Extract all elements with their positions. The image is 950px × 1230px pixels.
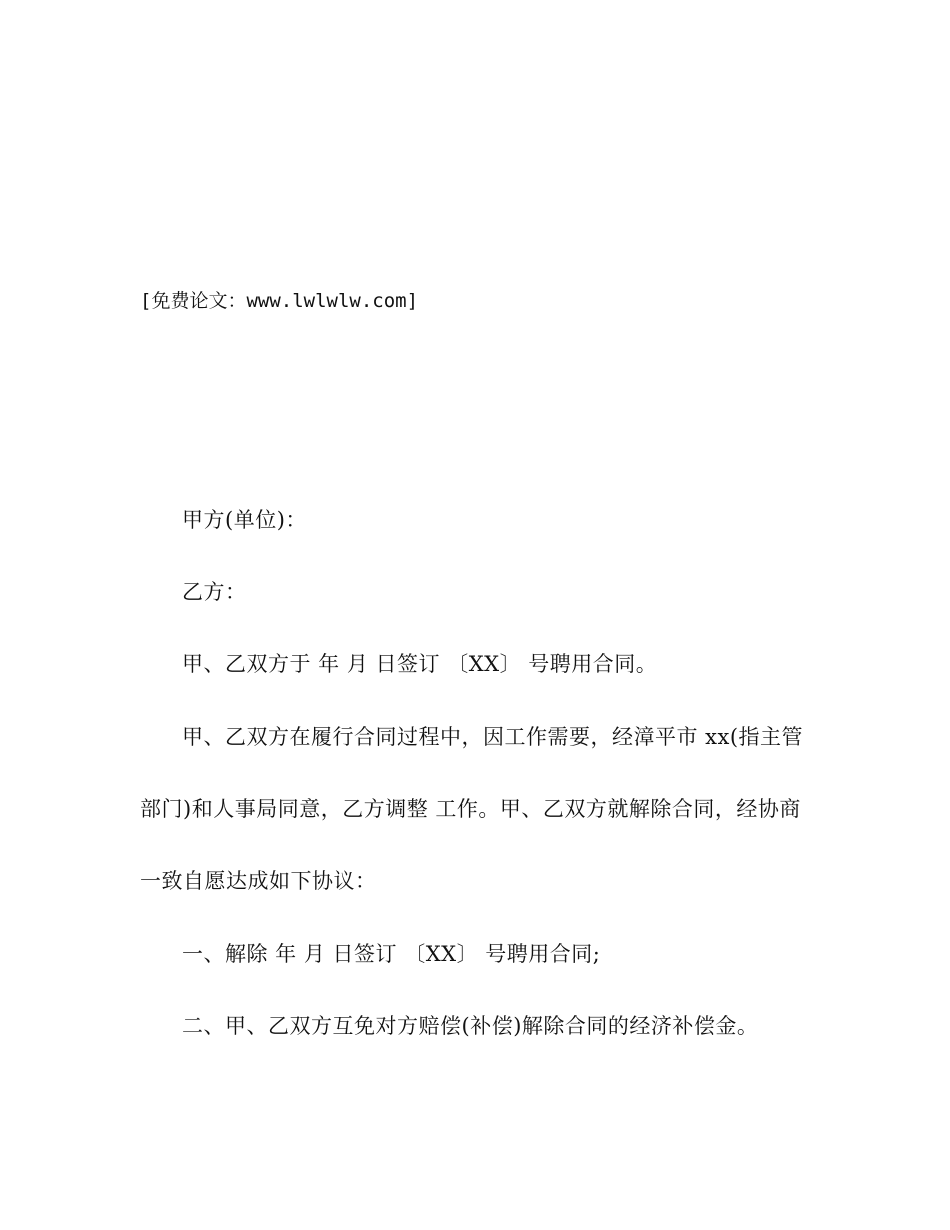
paragraph-line: 甲、乙双方在履行合同过程中，因工作需要，经漳平市 xx(指主管 bbox=[182, 725, 804, 749]
party-a-label: 甲方(单位)： bbox=[182, 508, 307, 532]
header-link-text: [免费论文：www.lwlwlw.com] bbox=[140, 290, 419, 312]
party-b-label: 乙方： bbox=[182, 580, 247, 604]
agreement-item-1: 一、解除 年 月 日签订 〔XX〕 号聘用合同; bbox=[182, 942, 601, 966]
paragraph-line: 部门)和人事局同意，乙方调整 工作。甲、乙双方就解除合同，经协商 bbox=[140, 797, 801, 821]
paragraph-line: 一致自愿达成如下协议： bbox=[140, 869, 377, 893]
contract-date-paragraph: 甲、乙双方于 年 月 日签订 〔XX〕 号聘用合同。 bbox=[182, 652, 658, 676]
agreement-item-2: 二、甲、乙双方互免对方赔偿(补偿)解除合同的经济补偿金。 bbox=[182, 1014, 759, 1038]
